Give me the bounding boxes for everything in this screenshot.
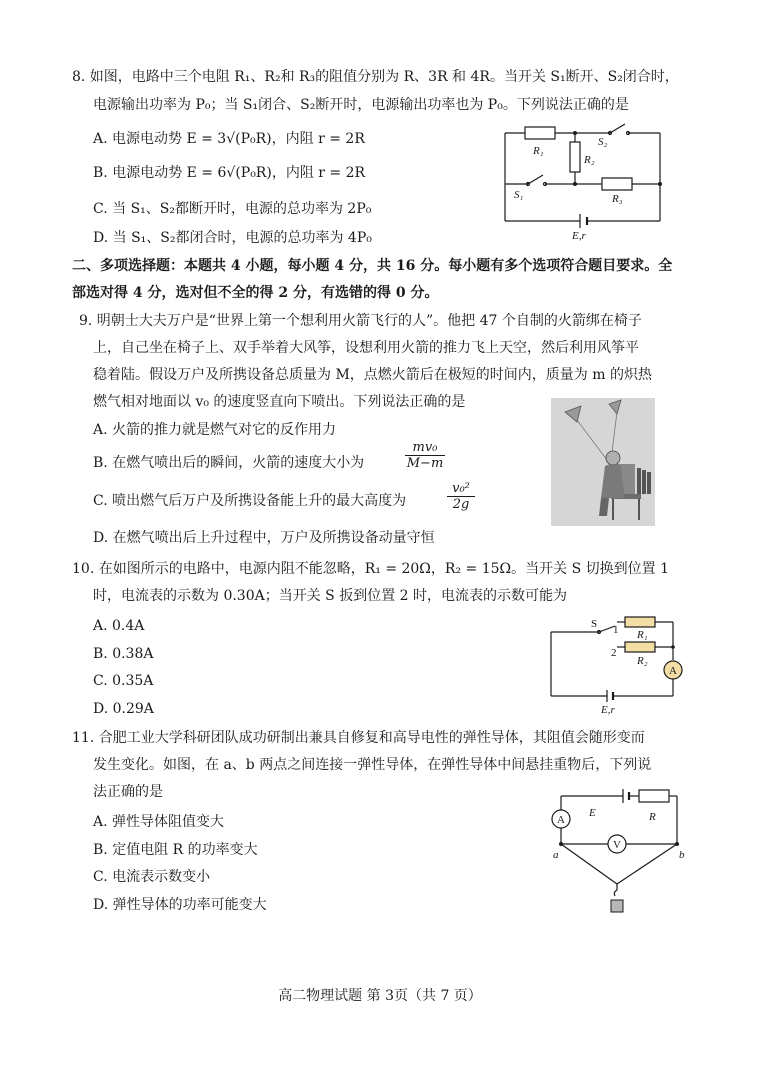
q11-label-voltmeter: V	[613, 839, 621, 851]
q10-label-er: E,r	[601, 704, 615, 716]
q11-option-c: C. 电流表示数变小	[93, 869, 211, 885]
q11-option-a: A. 弹性导体阻值变大	[93, 814, 225, 830]
q11-circuit-diagram	[545, 782, 695, 922]
q10-resistor-r2	[625, 642, 655, 652]
q10-label-ammeter: A	[669, 665, 677, 677]
q8-resistor-r3	[602, 178, 632, 190]
section2-line1: 二、多项选择题：本题共 4 小题，每小题 4 分，共 16 分。每小题有多个选项符合题目要求。全	[72, 258, 673, 274]
q11-option-d: D. 弹性导体的功率可能变大	[93, 897, 267, 913]
q10-label-r1: R₁	[637, 629, 648, 641]
page-footer: 高二物理试题 第 3页（共 7 页）	[278, 988, 482, 1004]
q11-option-b: B. 定值电阻 R 的功率变大	[93, 842, 258, 858]
q11-label-r: R	[649, 811, 656, 823]
q11-label-b: b	[679, 849, 685, 861]
q8-option-c: C. 当 S₁、S₂都断开时，电源的总功率为 2P₀	[93, 201, 372, 217]
q8-label-r2: R₂	[584, 154, 595, 166]
q10-option-c: C. 0.35A	[93, 673, 154, 689]
q9-option-c-denominator: 2g	[452, 497, 470, 512]
q8-label-r1: R₁	[533, 145, 544, 157]
q10-label-s: S	[591, 618, 598, 630]
q8-stem-line2: 电源输出功率为 P₀；当 S₁闭合、S₂断开时，电源输出功率也为 P₀。下列说法正确的是	[93, 97, 629, 113]
q9-option-c-numerator: v₀²	[447, 481, 475, 497]
q10-option-a: A. 0.4A	[93, 618, 145, 634]
q11-label-a: a	[553, 849, 559, 861]
q9-option-b-fraction	[405, 440, 445, 471]
q10-label-pos2: 2	[611, 647, 617, 659]
q9-option-b: B. 在燃气喷出后的瞬间，火箭的速度大小为	[93, 455, 365, 471]
q10-label-r2: R₂	[637, 655, 648, 667]
q8-circuit-diagram	[500, 118, 670, 246]
q9-stem-line3: 稳着陆。假设万户及所携设备总质量为 M，点燃火箭后在极短的时间内，质量为 m 的炽热	[93, 367, 652, 383]
q11-stem-line1: 11. 合肥工业大学科研团队成功研制出兼具自修复和高导电性的弹性导体，其阻值会随形变而	[72, 730, 645, 746]
q11-weight	[611, 900, 623, 912]
q11-stem-line3: 法正确的是	[93, 784, 163, 800]
q11-stem-line2: 发生变化。如图，在 a、b 两点之间连接一弹性导体，在弹性导体中间悬挂重物后，下列说	[93, 757, 652, 773]
q11-label-e: E	[589, 807, 596, 819]
q8-label-er: E,r	[572, 230, 586, 242]
q8-label-s2: S₂	[598, 136, 608, 148]
q10-option-d: D. 0.29A	[93, 701, 154, 717]
q10-option-b: B. 0.38A	[93, 646, 154, 662]
q8-option-a: A. 电源电动势 E = 3√(P₀R)，内阻 r = 2R	[93, 131, 365, 147]
q8-option-b: B. 电源电动势 E = 6√(P₀R)，内阻 r = 2R	[93, 165, 366, 181]
q9-option-d: D. 在燃气喷出后上升过程中，万户及所携设备动量守恒	[93, 530, 435, 546]
q8-label-s1: S₁	[514, 189, 524, 201]
q9-stem-line2: 上，自己坐在椅子上、双手举着大风筝，设想利用火箭的推力飞上天空，然后利用风筝平	[93, 340, 639, 356]
q9-option-b-denominator: M−m	[406, 456, 444, 471]
q8-option-d: D. 当 S₁、S₂都闭合时，电源的总功率为 4P₀	[93, 230, 372, 246]
q8-resistor-r2	[570, 142, 580, 172]
q9-stem-line4: 燃气相对地面以 v₀ 的速度竖直向下喷出。下列说法正确的是	[93, 394, 466, 410]
q9-option-a: A. 火箭的推力就是燃气对它的反作用力	[93, 422, 337, 438]
q11-label-ammeter: A	[557, 814, 565, 826]
q9-option-c: C. 喷出燃气后万户及所携设备能上升的最大高度为	[93, 493, 407, 509]
q10-circuit-diagram	[545, 612, 695, 716]
section2-line2: 部选对得 4 分，选对但不全的得 2 分，有选错的得 0 分。	[72, 285, 439, 301]
q9-stem-line1: 9. 明朝士大夫万户是“世界上第一个想利用火箭飞行的人”。他把 47 个自制的火箭绑在椅子	[79, 313, 642, 329]
q10-label-pos1: 1	[613, 624, 619, 636]
q10-stem-line2: 时，电流表的示数为 0.30A；当开关 S 扳到位置 2 时，电流表的示数可能为	[93, 588, 568, 604]
q10-resistor-r1	[625, 617, 655, 627]
wanhu-rocket-chair-illustration	[551, 398, 655, 526]
q9-option-c-fraction	[447, 481, 475, 512]
q8-resistor-r1	[525, 127, 555, 139]
q8-label-r3: R₃	[612, 193, 623, 205]
q10-stem-line1: 10. 在如图所示的电路中，电源内阻不能忽略，R₁ = 20Ω，R₂ = 15Ω。当开关 S 切换到位置 1	[72, 561, 669, 577]
q11-resistor-r	[639, 790, 669, 802]
q8-stem-line1: 8. 如图，电路中三个电阻 R₁、R₂和 R₃的阻值分别为 R、3R 和 4R。当开关 S₁断开、S₂闭合时，	[72, 69, 679, 85]
q9-option-b-numerator: mv₀	[405, 440, 445, 456]
